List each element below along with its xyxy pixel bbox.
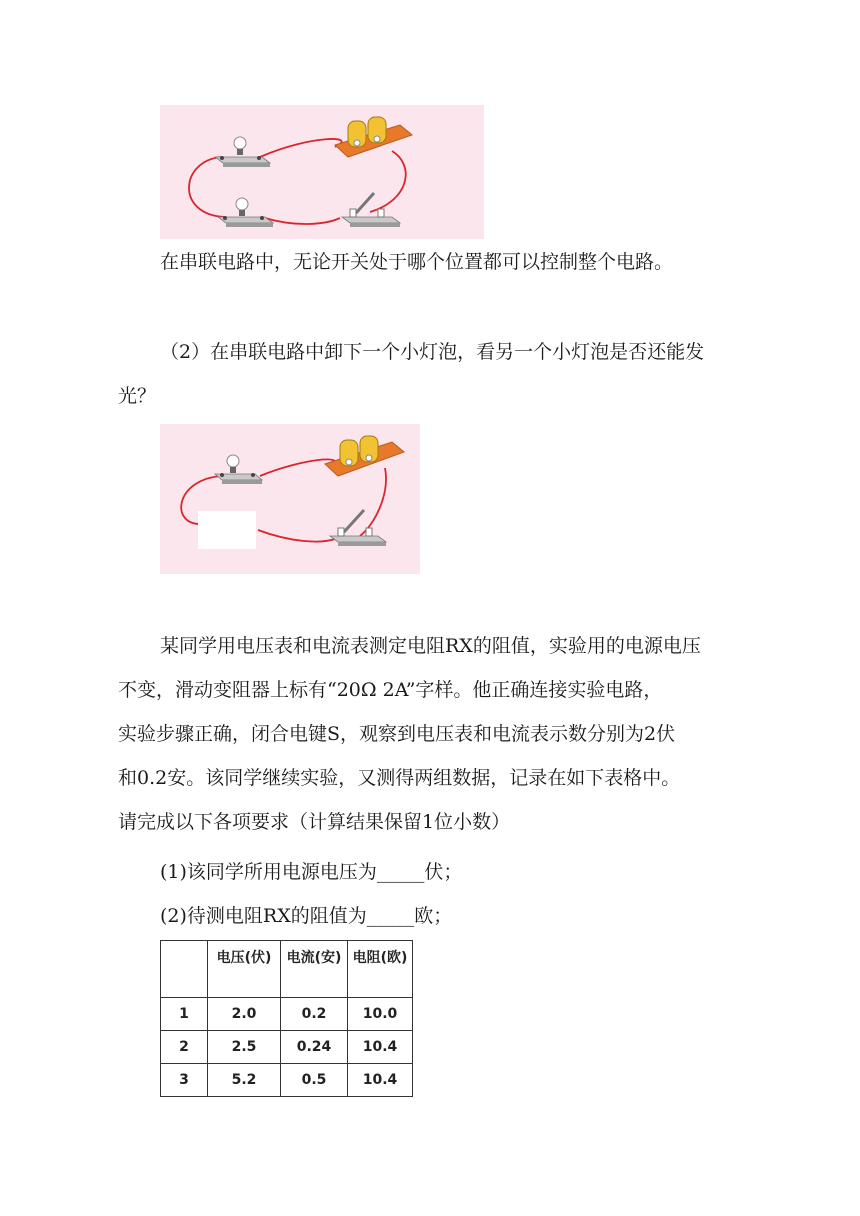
table-cell: 0.2	[281, 998, 348, 1031]
table-header: 电阻(欧)	[348, 941, 413, 998]
problem-line-1: 某同学用电压表和电流表测定电阻RX的阻值，实验用的电源电压	[160, 635, 701, 657]
battery-icon	[325, 436, 404, 476]
table-cell: 1	[161, 998, 208, 1031]
question-2-line-1: （2）在串联电路中卸下一个小灯泡，看另一个小灯泡是否还能发	[160, 341, 705, 363]
table-row	[161, 998, 413, 1031]
table-header	[161, 941, 208, 998]
battery-icon	[335, 117, 412, 157]
table-cell: 0.5	[281, 1064, 348, 1097]
table-row	[161, 1031, 413, 1064]
table-row	[161, 1064, 413, 1097]
table-cell: 10.4	[348, 1031, 413, 1064]
question-item-2: (2)待测电阻RX的阻值为_____欧；	[160, 905, 453, 927]
question-2-line-2: 光？	[118, 385, 157, 407]
table-cell: 2.0	[208, 998, 281, 1031]
bulb-1-icon	[215, 137, 270, 167]
problem-line-3: 实验步骤正确，闭合电键S，观察到电压表和电流表示数分别为2伏	[118, 723, 676, 745]
question-item-1: (1)该同学所用电源电压为_____伏；	[160, 861, 463, 883]
table-header: 电压(伏)	[208, 941, 281, 998]
table-cell: 5.2	[208, 1064, 281, 1097]
bulb-icon	[215, 455, 262, 484]
removed-bulb-area	[198, 511, 256, 549]
table-cell: 10.4	[348, 1064, 413, 1097]
table-cell: 2.5	[208, 1031, 281, 1064]
switch-icon	[330, 510, 386, 546]
switch-icon	[342, 193, 400, 227]
circuit1-caption: 在串联电路中，无论开关处于哪个位置都可以控制整个电路。	[160, 251, 674, 273]
problem-line-4: 和0.2安。该同学继续实验，又测得两组数据，记录在如下表格中。	[118, 767, 681, 789]
table-header-row	[161, 941, 413, 998]
table-header: 电流(安)	[281, 941, 348, 998]
circuit-diagram-2	[160, 424, 420, 574]
table-cell: 0.24	[281, 1031, 348, 1064]
circuit-diagram-1	[160, 105, 484, 239]
problem-line-5: 请完成以下各项要求（计算结果保留1位小数）	[118, 811, 511, 833]
table-cell: 3	[161, 1064, 208, 1097]
data-table	[160, 940, 413, 1097]
problem-line-2: 不变，滑动变阻器上标有“20Ω 2A”字样。他正确连接实验电路，	[118, 679, 663, 701]
table-cell: 2	[161, 1031, 208, 1064]
table-cell: 10.0	[348, 998, 413, 1031]
bulb-2-icon	[218, 198, 273, 227]
